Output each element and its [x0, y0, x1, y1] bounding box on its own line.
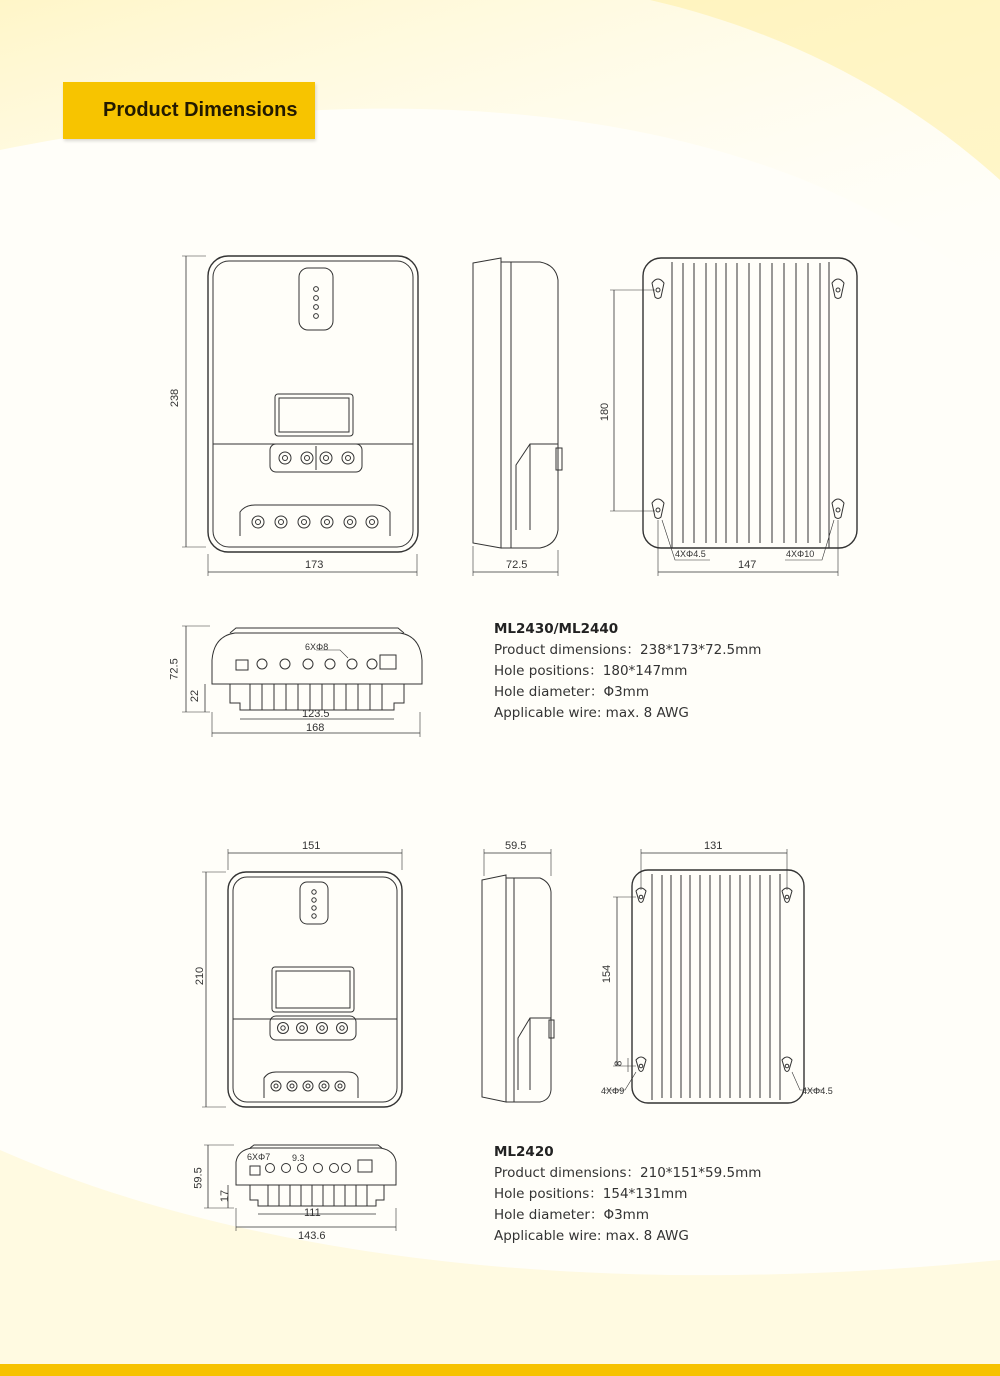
model-2-inner-width-label: 111 [304, 1207, 321, 1219]
model-2-hole-offset-label: 8 [613, 1060, 625, 1067]
model-2-outer-width-label: 143.6 [298, 1230, 326, 1242]
model-1-hole-small-label: 4XΦ4.5 [675, 549, 706, 559]
model-1-terminals-label: 6XΦ8 [305, 642, 329, 652]
model-2-bottom-fin-label: 17 [219, 1189, 232, 1203]
model-1-wire: Applicable wire: max. 8 AWG [494, 705, 689, 721]
model-2-hole-h-label: 131 [704, 840, 723, 852]
model-2-diameter: Hole diameter：Φ3mm [494, 1207, 649, 1223]
model-2-terminal-pitch-label: 9.3 [292, 1153, 305, 1163]
model-2-side-view [482, 849, 554, 1102]
model-2-name: ML2420 [494, 1144, 554, 1160]
model-2-holes: Hole positions：154*131mm [494, 1186, 688, 1202]
model-1-hole-v-label: 180 [599, 402, 612, 422]
model-1-holes: Hole positions：180*147mm [494, 663, 688, 679]
model-1-bottom-height-label: 72.5 [168, 658, 181, 680]
model-2-height-label: 210 [194, 966, 207, 986]
model-1-depth-label: 72.5 [506, 559, 528, 571]
model-2-hole-large-label: 4XΦ4.5 [802, 1086, 833, 1096]
model-2-hole-small-label: 4XΦ9 [601, 1086, 625, 1096]
model-1-spec [494, 619, 761, 724]
model-2-width-label: 151 [302, 840, 321, 852]
model-1-inner-width-label: 123.5 [302, 708, 330, 720]
model-2-depth-label: 59.5 [505, 840, 527, 852]
model-2-spec [494, 1142, 761, 1247]
model-2-front-view [202, 849, 402, 1107]
model-1-outer-width-label: 168 [306, 722, 325, 734]
section-title: Product Dimensions [103, 99, 298, 121]
model-2-dimensions: Product dimensions：210*151*59.5mm [494, 1165, 762, 1181]
model-2-hole-v-label: 154 [601, 964, 614, 984]
model-1-dimensions: Product dimensions：238*173*72.5mm [494, 642, 762, 658]
model-2-back-view [605, 849, 822, 1103]
model-1-bottom-fin-label: 22 [189, 689, 202, 703]
model-1-name: ML2430/ML2440 [494, 621, 619, 637]
model-1-width-label: 173 [305, 559, 324, 571]
model-1-height-label: 238 [169, 388, 182, 408]
model-1-hole-h-label: 147 [738, 559, 757, 571]
model-1-diameter: Hole diameter：Φ3mm [494, 684, 649, 700]
footer-accent-bar [0, 1364, 1000, 1376]
model-2-wire: Applicable wire: max. 8 AWG [494, 1228, 689, 1244]
model-2-bottom-height-label: 59.5 [192, 1167, 205, 1189]
model-1-hole-large-label: 4XΦ10 [786, 549, 815, 559]
model-2-terminals-label: 6XΦ7 [247, 1152, 271, 1162]
